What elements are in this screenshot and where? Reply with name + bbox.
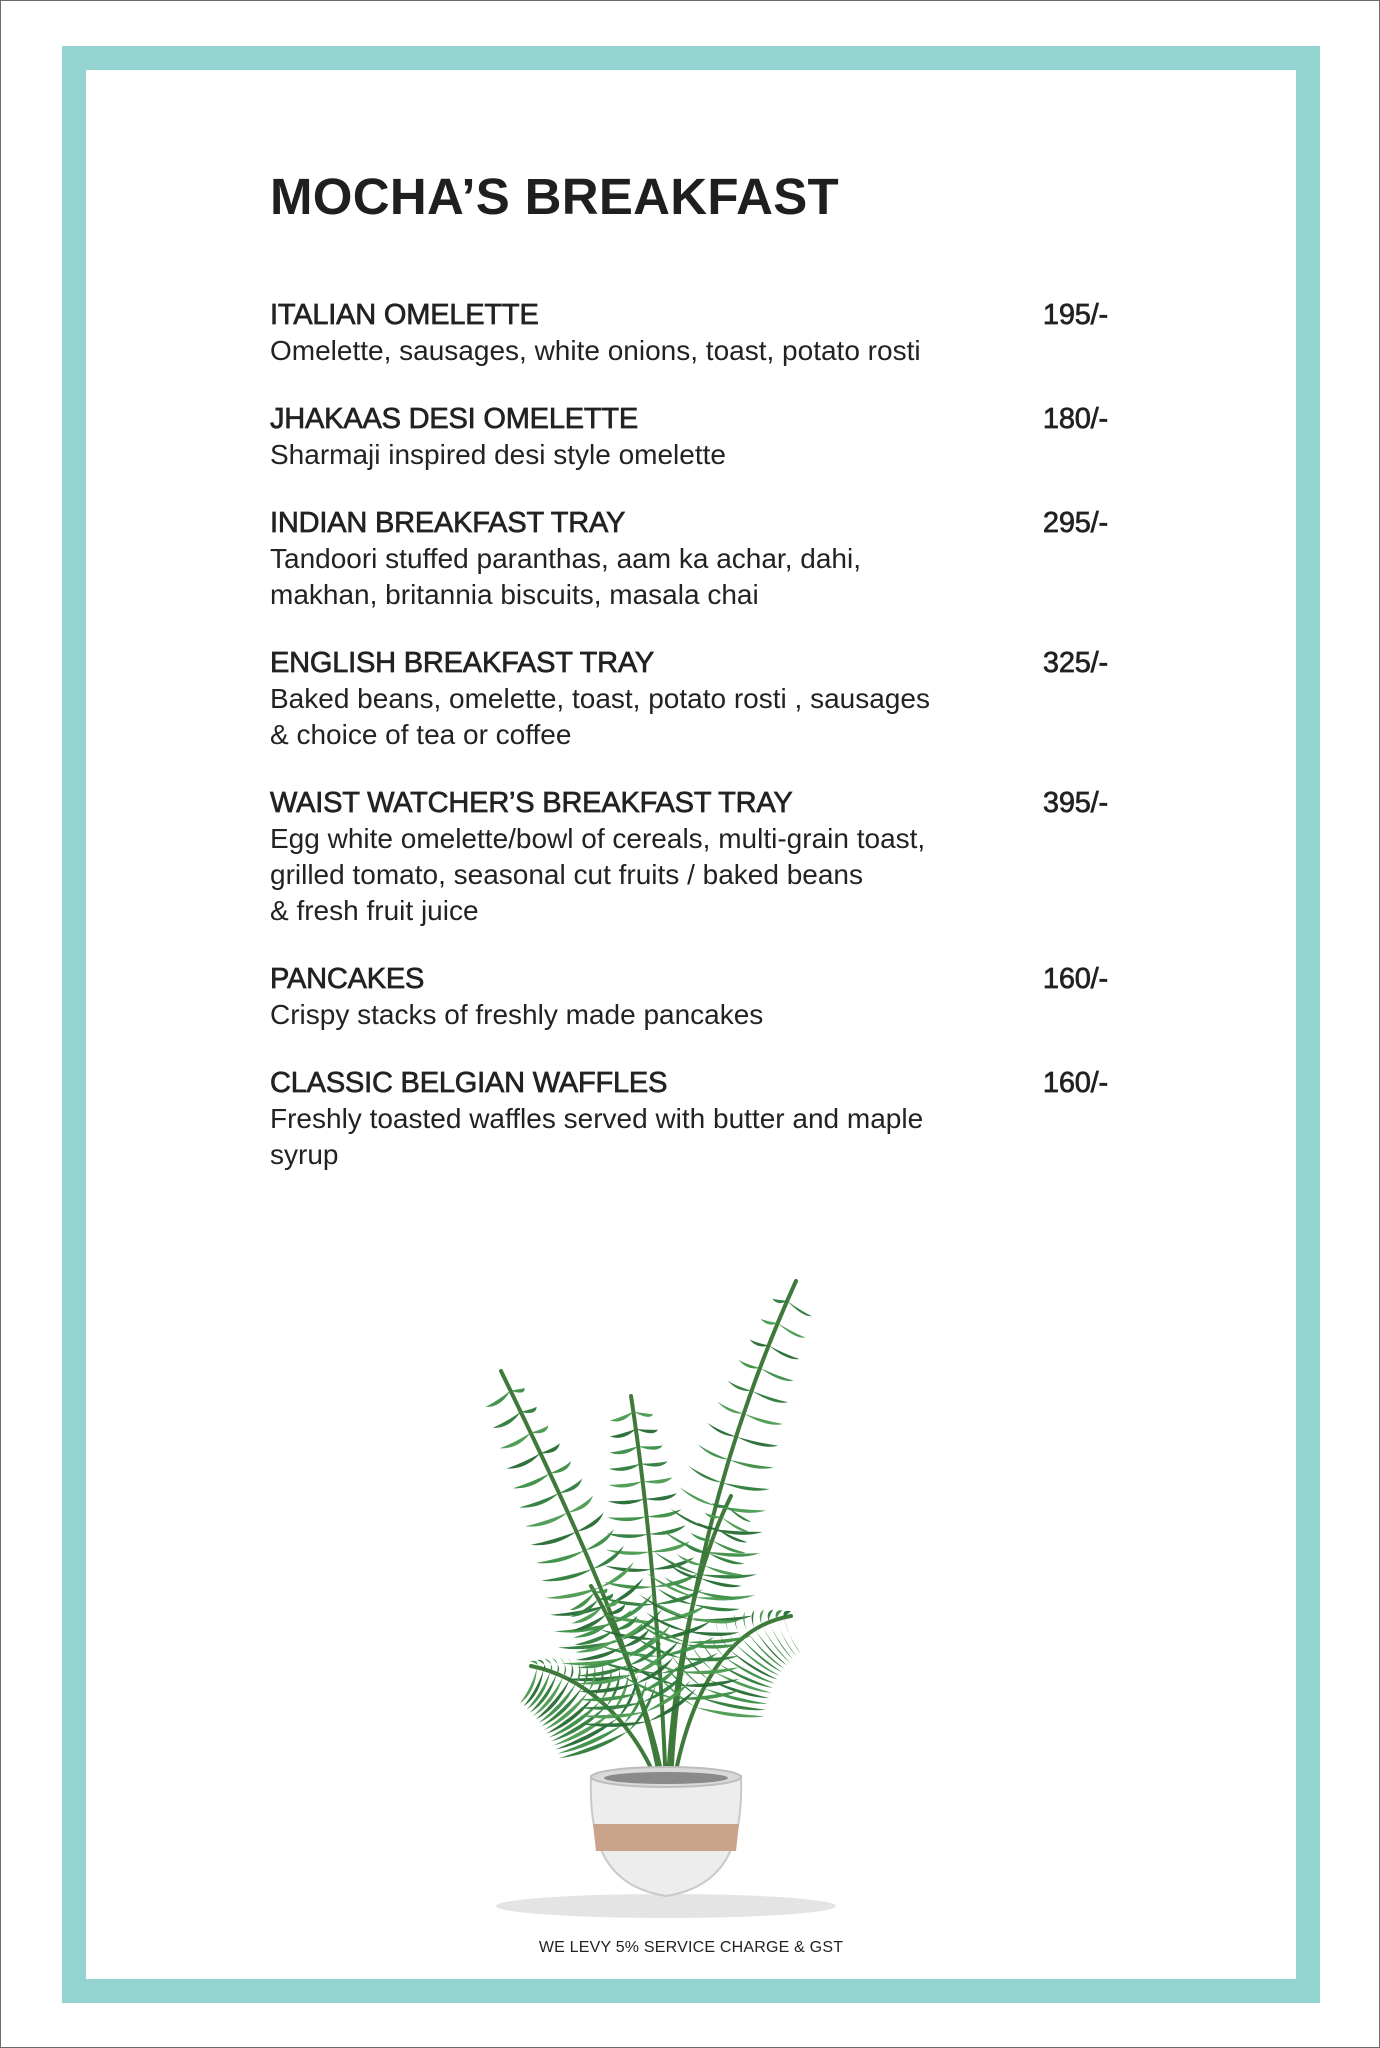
menu-item-name: ITALIAN OMELETTE: [270, 299, 539, 331]
palm-leaflet: [536, 1550, 585, 1563]
palm-leaflet: [633, 1412, 653, 1417]
palm-leaflet: [749, 1339, 768, 1346]
palm-leaflet: [568, 1496, 593, 1513]
palm-leaflet: [752, 1391, 788, 1403]
menu-item-description: Sharmaji inspired desi style omelette: [270, 439, 726, 470]
palm-leaflet: [787, 1301, 812, 1316]
potted-palm-plant-icon: [461, 1196, 921, 1936]
palm-leaflet: [707, 1423, 736, 1437]
palm-leaflet: [525, 1513, 568, 1527]
palm-leaflet: [550, 1461, 571, 1473]
palm-leaflet: [507, 1453, 541, 1468]
palm-leaflet: [729, 1460, 774, 1469]
palm-leaflet: [606, 1533, 648, 1538]
palm-leaflet: [784, 1617, 801, 1653]
palm-leaflet: [541, 1569, 593, 1581]
menu-item: [270, 505, 1108, 613]
palm-leaflet: [710, 1529, 763, 1535]
palm-leaflet: [600, 1562, 634, 1588]
menu-item-description: Crispy stacks of freshly made pancakes: [270, 999, 764, 1030]
menu-item-price: 160/-: [1042, 1067, 1108, 1099]
palm-leaflet: [610, 1429, 636, 1438]
palm-leaflet: [704, 1552, 760, 1557]
palm-leaflet: [712, 1541, 746, 1554]
palm-leaflet: [559, 1479, 582, 1494]
palm-leaflet: [568, 1658, 573, 1680]
menu-item-name: ENGLISH BREAKFAST TRAY: [270, 647, 654, 679]
menu-item: [270, 961, 1108, 1033]
service-charge-note: WE LEVY 5% SERVICE CHARGE & GST: [538, 1939, 844, 1956]
menu-item-name: PANCAKES: [270, 963, 425, 995]
menu-item-price: 180/-: [1042, 403, 1108, 435]
menu-item: [270, 297, 1108, 369]
palm-leaflet: [688, 1466, 722, 1483]
palm-leaflet: [679, 1487, 716, 1506]
palm-leaflet: [728, 1381, 752, 1391]
palm-leaflet: [531, 1532, 577, 1546]
palm-leaflet: [643, 1477, 673, 1483]
palm-leaflet: [636, 1429, 658, 1433]
palm-leaflet: [531, 1425, 549, 1433]
menu-item-name: CLASSIC BELGIAN WAFFLES: [270, 1067, 668, 1099]
menu-item-price: 325/-: [1042, 647, 1108, 679]
palm-leaflet: [700, 1578, 742, 1587]
palm-leaflet: [638, 1446, 663, 1450]
palm-leaflet: [762, 1626, 790, 1663]
palm-leaflet: [609, 1464, 640, 1471]
palm-leaflet: [743, 1612, 748, 1634]
menu-item: [270, 785, 1108, 929]
menu-item-description: Baked beans, omelette, toast, potato rosti , sausages & choice of tea or coffee: [270, 683, 930, 750]
palm-leaflet: [486, 1391, 511, 1407]
menu-item-description: Egg white omelette/bowl of cereals, multi-grain toast, grilled tomato, seasonal cut fruits / baked beans & fresh fruit juice: [270, 823, 926, 926]
menu-item-name: INDIAN BREAKFAST TRAY: [270, 507, 626, 539]
palm-leaflet: [610, 1412, 633, 1422]
menu-title: MOCHA’S BREAKFAST: [270, 168, 839, 225]
palm-leaflet: [585, 1529, 614, 1550]
menu-item-price: 295/-: [1042, 507, 1108, 539]
palm-leaflet: [752, 1610, 755, 1629]
menu-item-name: JHAKAAS DESI OMELETTE: [270, 403, 639, 435]
menu-item: [270, 645, 1108, 753]
palm-leaflet: [500, 1433, 531, 1449]
menu-item-price: 160/-: [1042, 963, 1108, 995]
palm-leaflet: [493, 1412, 521, 1428]
palm-leaflet: [513, 1473, 550, 1488]
palm-leaflet: [722, 1483, 770, 1491]
palm-leaflet: [736, 1437, 778, 1447]
palm-leaflet: [704, 1565, 743, 1575]
menu-item-description: Omelette, sausages, white onions, toast, potato rosti: [270, 335, 921, 366]
palm-leaflet: [521, 1407, 537, 1413]
palm-leaflet: [698, 1444, 730, 1460]
palm-leaflet: [608, 1499, 645, 1504]
palm-leaflet: [610, 1446, 639, 1454]
palm-leaflet: [607, 1517, 646, 1522]
palm-leaflet: [717, 1402, 744, 1414]
palm-leaflet: [606, 1550, 651, 1555]
palm-leaflet: [699, 1697, 766, 1710]
palm-leaflet: [540, 1443, 559, 1453]
menu-item-name: WAIST WATCHER’S BREAKFAST TRAY: [270, 787, 793, 819]
palm-leaflet: [609, 1481, 643, 1487]
palm-leaflet: [645, 1493, 677, 1500]
palm-leaflet: [593, 1546, 624, 1569]
palm-leaflet: [687, 1631, 739, 1636]
palm-leaflet: [760, 1368, 794, 1381]
menu-items-list: [270, 297, 1108, 1205]
palm-leaflet: [520, 1667, 537, 1703]
palm-leaflet: [778, 1323, 806, 1338]
palm-leaflet: [744, 1414, 783, 1425]
menu-item-description: Freshly toasted waffles served with butter and maple syrup: [270, 1103, 924, 1170]
palm-leaflet: [641, 1461, 668, 1466]
palm-leaflet: [576, 1513, 603, 1532]
menu-item-price: 395/-: [1042, 787, 1108, 819]
palm-leaflet: [769, 1346, 800, 1360]
palm-leaflet: [738, 1360, 760, 1369]
palm-leaflet: [519, 1493, 559, 1508]
menu-item: [270, 401, 1108, 473]
menu-item-description: Tandoori stuffed paranthas, aam ka achar, dahi, makhan, britannia biscuits, masala chai: [270, 543, 861, 610]
palm-leaflet: [761, 1319, 778, 1325]
menu-item: [270, 1065, 1108, 1173]
menu-item-price: 195/-: [1042, 299, 1108, 331]
